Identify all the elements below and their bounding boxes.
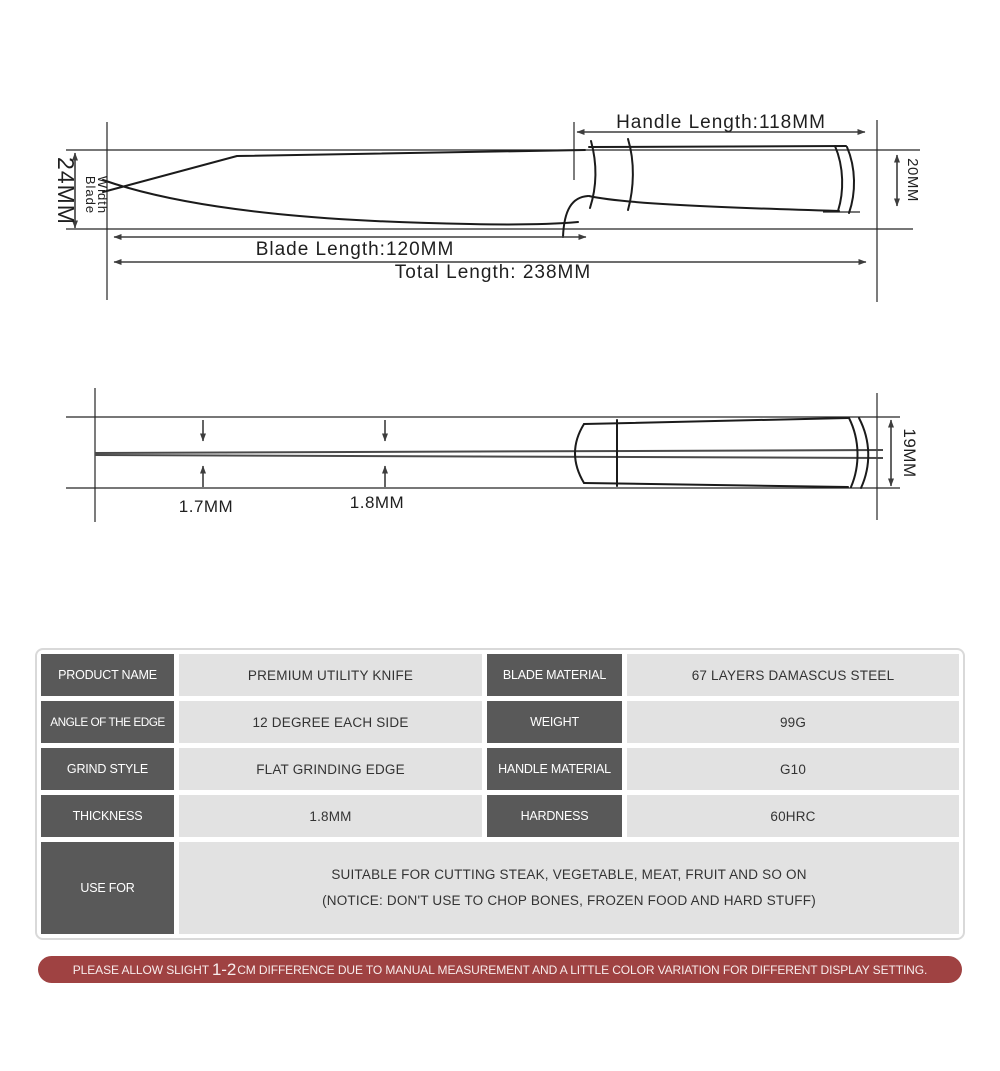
spec-value-product-name: PREMIUM UTILITY KNIFE: [179, 654, 482, 696]
total-length-label: Total Length: 238MM: [394, 262, 592, 283]
handle-height-label: 19MM: [900, 428, 919, 478]
blade-spine-line: [103, 150, 585, 192]
spec-label-angle-of-edge: ANGLE OF THE EDGE: [41, 701, 174, 743]
spec-label-handle-material: HANDLE MATERIAL: [487, 748, 622, 790]
spec-label-thickness: THICKNESS: [41, 795, 174, 837]
knife-side-view-drawing: [0, 380, 1000, 540]
handle-top-line: [589, 146, 846, 147]
notice-prefix: PLEASE ALLOW SLIGHT: [72, 962, 209, 977]
measurement-notice-banner: [38, 956, 962, 983]
blade-heel-curve: [563, 196, 588, 237]
spec-label-product-name: PRODUCT NAME: [41, 654, 174, 696]
handle-length-label: Handle Length:118MM: [616, 112, 826, 133]
spec-value-use-for: [179, 842, 959, 934]
spine-profile-top-line: [95, 450, 883, 453]
handle-bottom-line: [589, 196, 839, 211]
spec-grid: [41, 654, 959, 934]
handle-width-label: 20MM: [904, 158, 921, 202]
blade-width-word-1: Blade: [83, 175, 98, 215]
use-for-line-2: (NOTICE: DON'T USE TO CHOP BONES, FROZEN FOOD AND HARD STUFF): [322, 893, 816, 908]
side-handle-butt-arc-inner: [849, 418, 858, 487]
knife-top-view-drawing: [0, 95, 1000, 310]
spec-label-blade-material: BLADE MATERIAL: [487, 654, 622, 696]
use-for-line-1: SUITABLE FOR CUTTING STEAK, VEGETABLE, MEAT, FRUIT AND SO ON: [331, 867, 807, 882]
spec-value-hardness: 60HRC: [627, 795, 959, 837]
blade-width-value-label: 24MM: [53, 157, 79, 225]
spec-label-weight: WEIGHT: [487, 701, 622, 743]
spec-table: [35, 648, 965, 940]
front-thickness-label: 1.7MM: [178, 497, 234, 516]
handle-butt-arc-outer: [847, 147, 854, 213]
side-handle-front-curve: [575, 424, 584, 483]
notice-highlight: 1-2: [211, 960, 237, 979]
blade-width-word-2: Width: [95, 175, 110, 215]
spec-label-grind-style: GRIND STYLE: [41, 748, 174, 790]
spec-label-use-for: USE FOR: [41, 842, 174, 934]
spec-value-grind-style: FLAT GRINDING EDGE: [179, 748, 482, 790]
spine-profile-bottom-line: [95, 455, 883, 458]
blade-edge-curve: [103, 180, 578, 224]
side-handle-butt-arc-outer: [859, 418, 868, 488]
spec-value-blade-material: 67 LAYERS DAMASCUS STEEL: [627, 654, 959, 696]
mid-thickness-label: 1.8MM: [349, 493, 405, 512]
side-handle-bottom-line: [584, 483, 848, 487]
spec-value-angle-of-edge: 12 DEGREE EACH SIDE: [179, 701, 482, 743]
spec-value-handle-material: G10: [627, 748, 959, 790]
spec-value-weight: 99G: [627, 701, 959, 743]
side-handle-top-line: [584, 418, 848, 424]
notice-suffix: CM DIFFERENCE DUE TO MANUAL MEASUREMENT AND A LITTLE COLOR VARIATION FOR DIFFERENT DISPLAY SETTING.: [237, 962, 928, 977]
spec-value-thickness: 1.8MM: [179, 795, 482, 837]
spec-label-hardness: HARDNESS: [487, 795, 622, 837]
blade-length-label: Blade Length:120MM: [255, 239, 455, 260]
handle-butt-arc-inner: [835, 146, 842, 211]
